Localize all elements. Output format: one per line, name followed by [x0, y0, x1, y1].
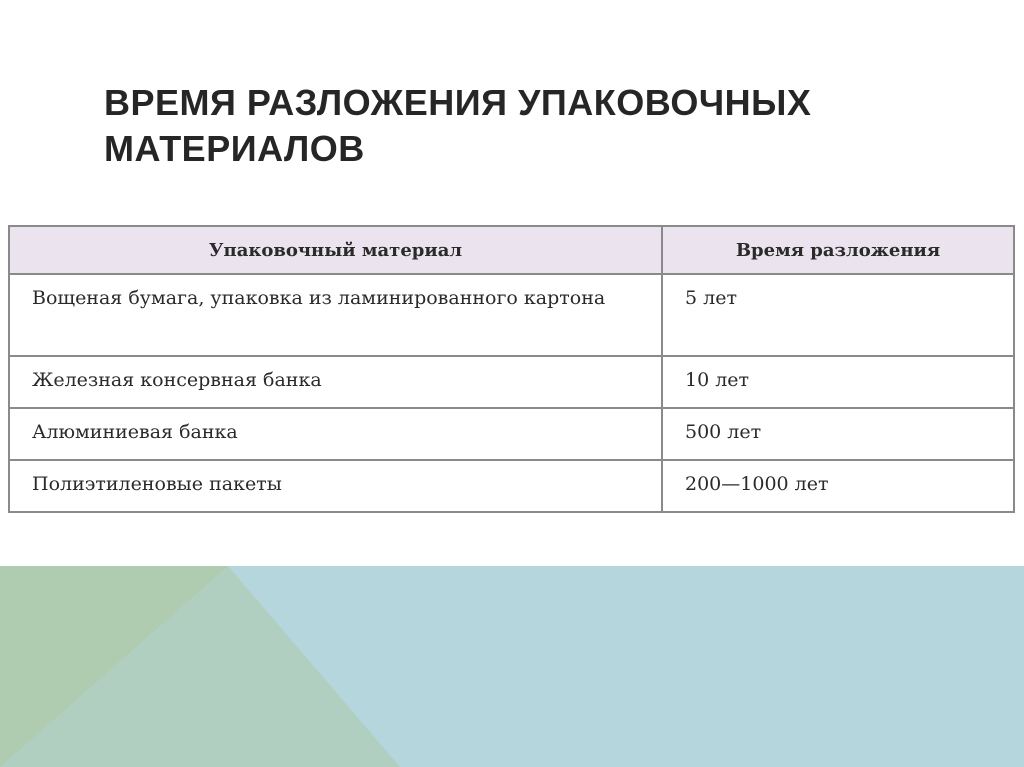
cell-time: 10 лет	[662, 356, 1014, 408]
cell-material: Алюминиевая банка	[9, 408, 662, 460]
table-row	[9, 408, 1014, 460]
cell-material: Железная консервная банка	[9, 356, 662, 408]
header-material: Упаковочный материал	[9, 226, 662, 274]
cell-time: 5 лет	[662, 274, 1014, 356]
cell-time: 500 лет	[662, 408, 1014, 460]
slide-title	[104, 80, 964, 172]
table-row	[9, 460, 1014, 512]
cell-time: 200—1000 лет	[662, 460, 1014, 512]
decomposition-table-container	[8, 225, 1013, 513]
table-header-row	[9, 226, 1014, 274]
cell-material: Полиэтиленовые пакеты	[9, 460, 662, 512]
title-line-1: ВРЕМЯ РАЗЛОЖЕНИЯ УПАКОВОЧНЫХ	[104, 82, 812, 123]
table-row	[9, 356, 1014, 408]
table-row	[9, 274, 1014, 356]
title-line-2: МАТЕРИАЛОВ	[104, 128, 365, 169]
decorative-footer-band	[0, 566, 1024, 767]
header-decomposition-time: Время разложения	[662, 226, 1014, 274]
cell-material: Вощеная бумага, упаковка из ламинированного картона	[9, 274, 662, 356]
decomposition-table	[8, 225, 1015, 513]
